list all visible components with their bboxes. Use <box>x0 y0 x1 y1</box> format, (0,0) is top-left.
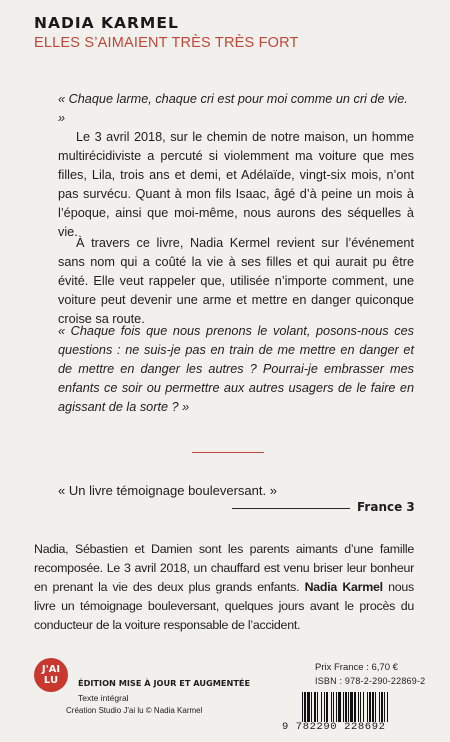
divider <box>192 452 264 453</box>
barcode-bar <box>375 692 376 722</box>
barcode-bar <box>304 692 306 722</box>
barcode-bar <box>311 692 312 722</box>
barcode-bar <box>331 692 332 722</box>
author-name: NADIA KARMEL <box>34 14 179 32</box>
barcode-bar <box>336 692 337 722</box>
barcode-bar <box>321 692 322 722</box>
barcode-bar <box>302 692 303 722</box>
book-title: ELLES S’AIMAIENT TRÈS TRÈS FORT <box>34 35 299 51</box>
barcode-digits: 9 782290 228692 <box>282 721 386 733</box>
barcode-bar <box>363 692 364 722</box>
closing-quote: « Chaque fois que nous prenons le volant, posons-nous ces questions : ne suis-je pas en train de me mettre en danger et de mettre en danger les autres ? Pourrai-je embrasser mes enfants ce soir ou permettre aux autres usagers de le faire en agissant de la sorte ? » <box>58 324 414 414</box>
opening-quote: « Chaque larme, chaque cri est pour moi comme un cri de vie. » <box>58 92 408 125</box>
barcode-bar <box>379 692 380 722</box>
barcode-bar <box>348 692 349 722</box>
barcode-bar <box>333 692 334 722</box>
synopsis <box>34 540 414 635</box>
barcode-bar <box>354 692 356 722</box>
price: Prix France : 6,70 € <box>315 662 398 673</box>
barcode-bar <box>358 692 359 722</box>
barcode-bar <box>326 692 328 722</box>
barcode-bar <box>307 692 310 722</box>
barcode <box>302 692 418 722</box>
synopsis-text-end: nous livre un témoignage bouleversant, quelques jours avant le procès du conducteur de la voiture responsable de l’accident. <box>34 580 415 632</box>
barcode-bar <box>381 692 383 722</box>
paragraph-2: À travers ce livre, Nadia Kermel revient sur l’événement sans nom qui a coûté la vie à ses filles et qui aurait pu être évité. Elle veut rappeler que, utilisée n’importe comment, une voiture peut devenir une arme et mettre en danger quiconque croise sa route. <box>58 236 414 326</box>
review-rule <box>232 508 350 509</box>
barcode-bar <box>372 692 374 722</box>
barcode-bar <box>360 692 361 722</box>
barcode-bar <box>343 692 344 722</box>
synopsis-text: Nadia, Sébastien et Damien sont les parents aimants d’une famille recomposée. Le 3 avril 2018, un chauffard est venu briser leur bonheur en prenant la vie des deux plus grands enfants. <box>34 542 414 594</box>
review-quote: « Un livre témoignage bouleversant. » <box>58 483 277 498</box>
paragraph-1: Le 3 avril 2018, sur le chemin de notre maison, un homme multirécidiviste a percuté si violemment ma voiture que mes filles, Lila, trois ans et demi, et Adélaïde, vingt-six mois, n’ont pas survécu. Quant à mon fils Isaac, âgé d’à peine un mois à l’époque, ainsi que moi-même, nous aurons des séquelles à vie. <box>58 130 414 239</box>
edition-label: ÉDITION MISE À JOUR ET AUGMENTÉE <box>78 678 251 688</box>
barcode-bar <box>338 692 341 722</box>
barcode-bar <box>384 692 385 722</box>
publisher-logo: J'AI LU <box>34 658 68 692</box>
barcode-bar <box>314 692 316 722</box>
review-source: France 3 <box>357 500 415 514</box>
isbn: ISBN : 978-2-290-22869-2 <box>315 676 426 686</box>
barcode-bar <box>369 692 371 722</box>
barcode-bar <box>345 692 347 722</box>
synopsis-author: Nadia Karmel <box>304 580 383 594</box>
text-integral-label: Texte intégral <box>78 693 129 703</box>
barcode-bar <box>324 692 325 722</box>
barcode-bar <box>350 692 353 722</box>
credits: Création Studio J'ai lu © Nadia Karmel <box>66 706 203 715</box>
barcode-bar <box>367 692 368 722</box>
barcode-bar <box>317 692 318 722</box>
barcode-bar <box>387 692 388 722</box>
